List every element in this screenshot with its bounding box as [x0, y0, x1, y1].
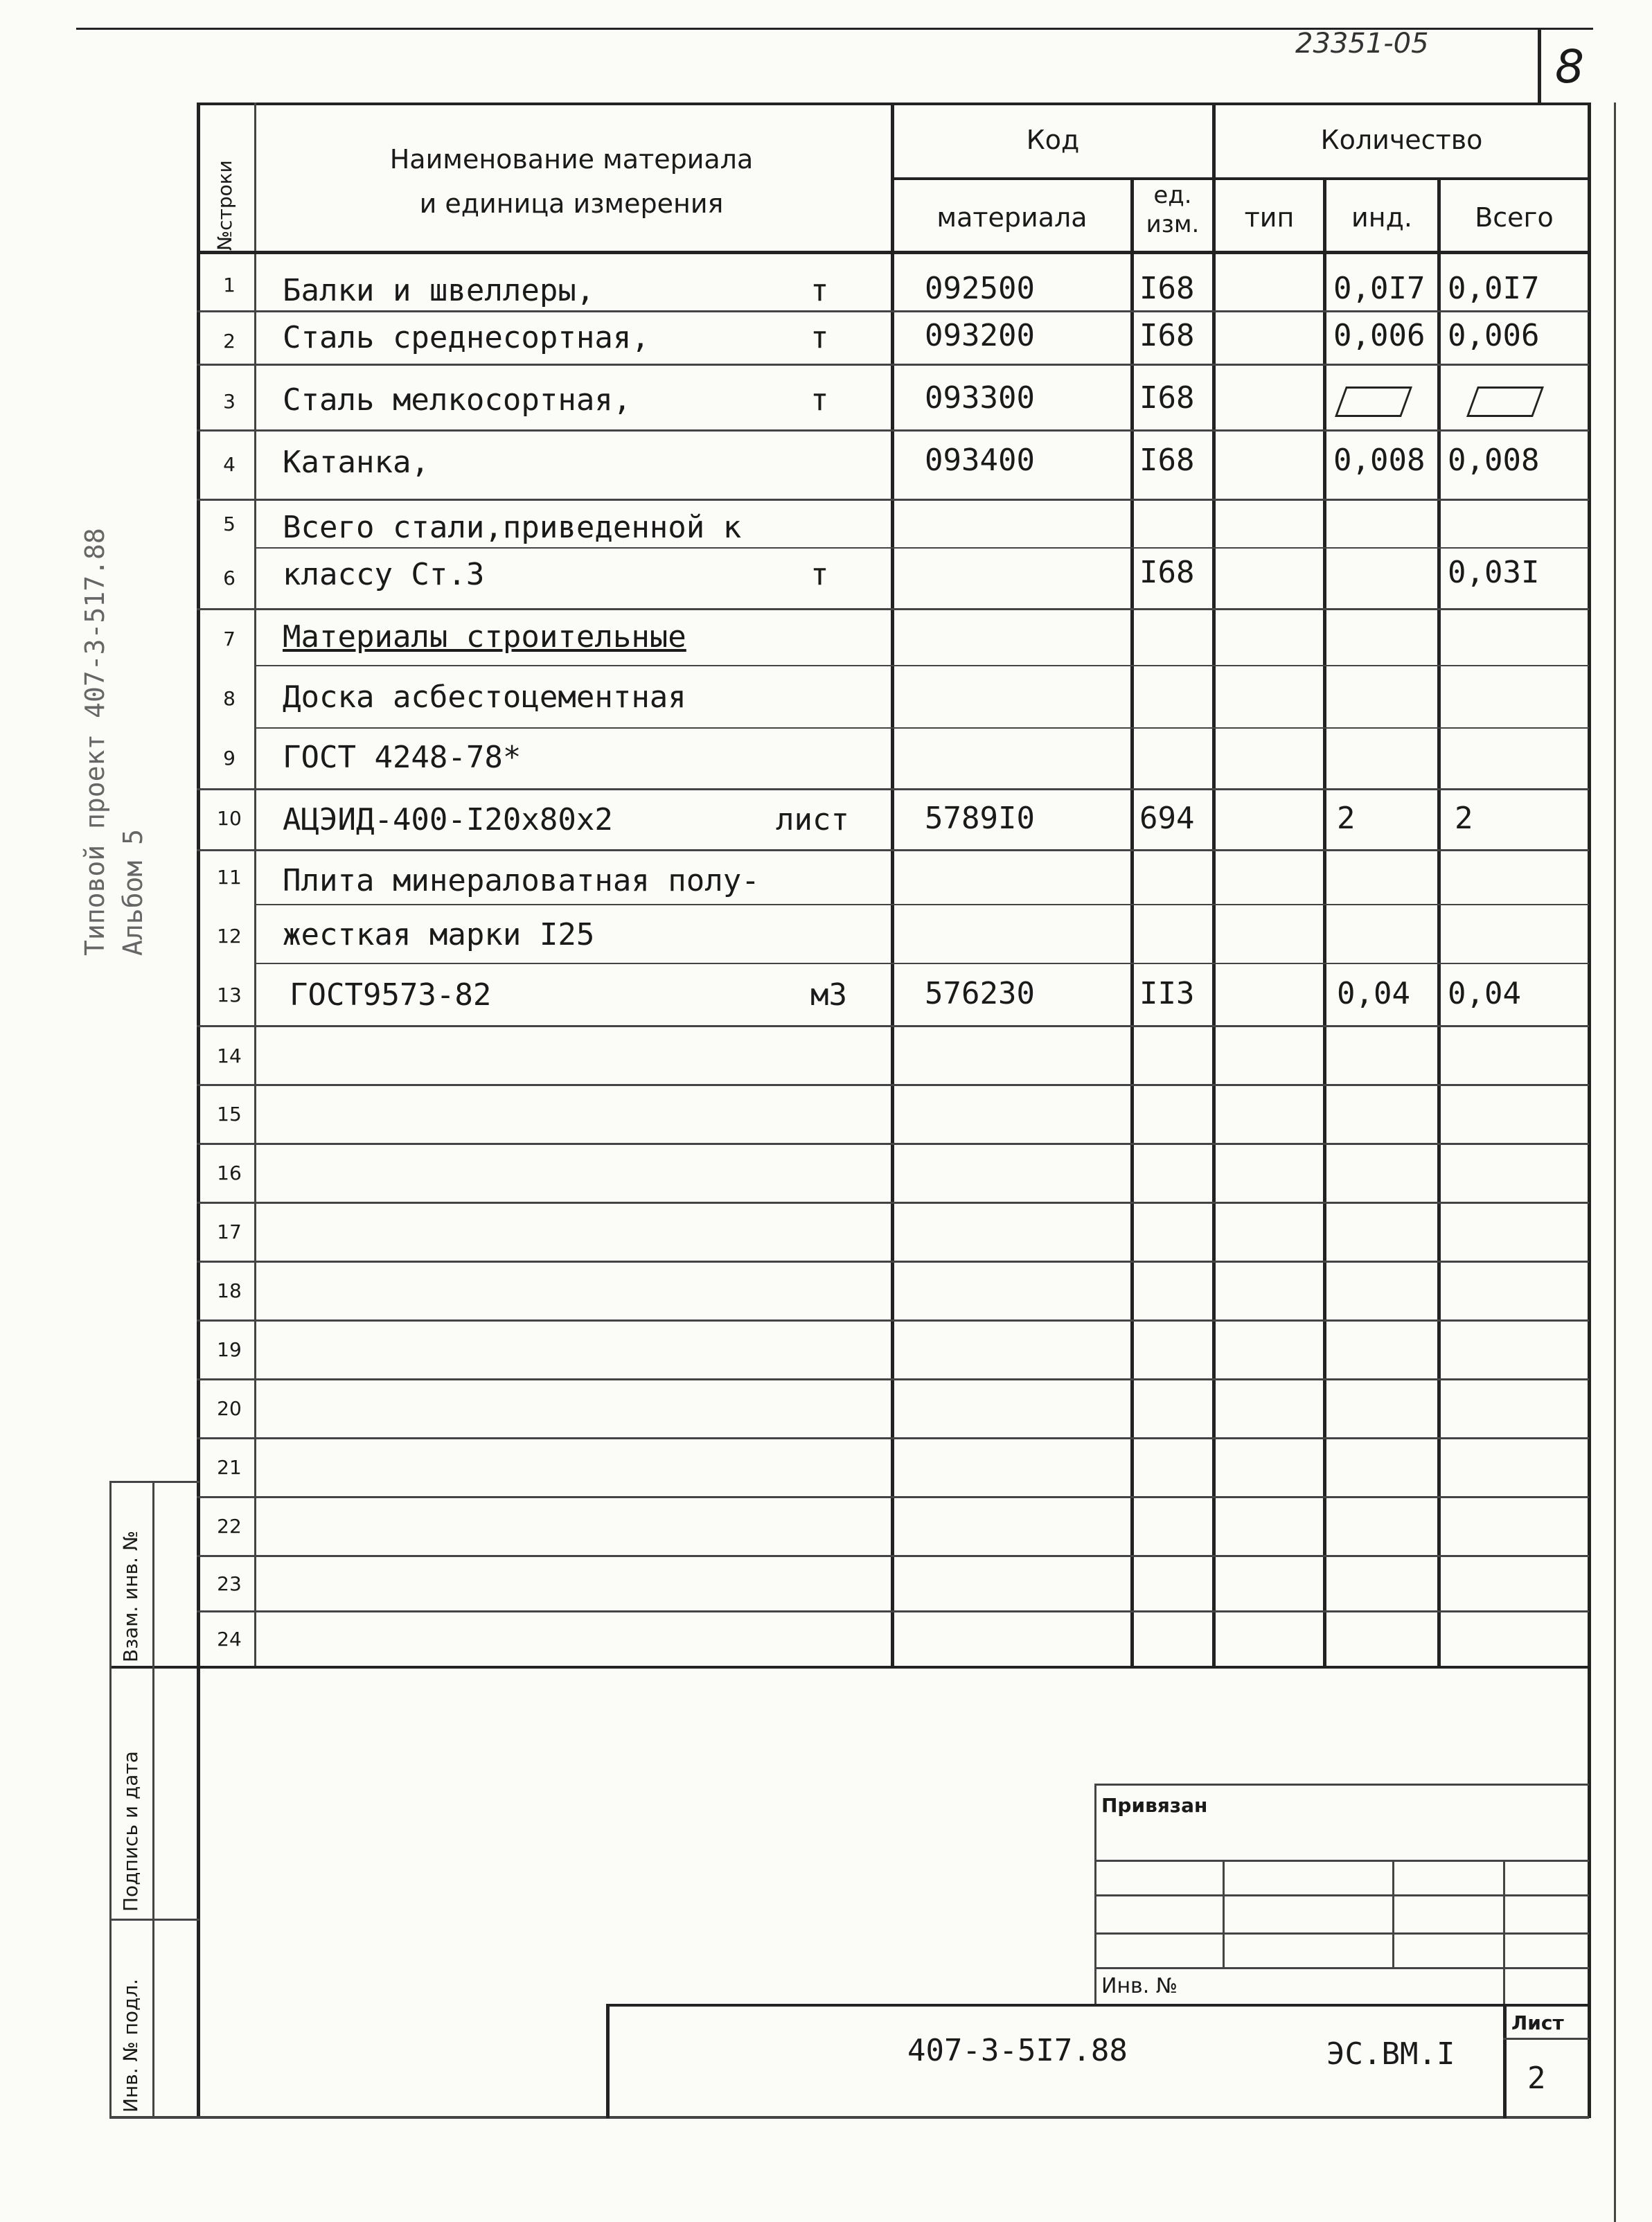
- material-unit: т: [810, 273, 829, 308]
- material-name: Сталь мелкосортная,: [283, 382, 632, 418]
- material-name: Балки и швеллеры,: [283, 273, 595, 308]
- row-rule: [197, 1025, 1589, 1027]
- unit-code: II3: [1139, 976, 1195, 1011]
- row-number: 23: [217, 1572, 242, 1595]
- row-number: 8: [223, 687, 236, 710]
- unit-code: I68: [1139, 318, 1195, 353]
- qty-total: 0,0I7: [1448, 271, 1540, 306]
- unit-code: I68: [1139, 555, 1195, 590]
- row-number: 15: [217, 1103, 242, 1126]
- row-number: 10: [217, 807, 242, 830]
- material-code: 093400: [925, 443, 1035, 478]
- doc-block-top: [606, 2004, 1589, 2007]
- row-rule: [254, 963, 1589, 964]
- stamp-grid-rule: [1094, 1860, 1589, 1862]
- row-number: 11: [217, 866, 242, 889]
- row-number: 3: [223, 390, 236, 413]
- doc-block-left: [606, 2004, 610, 2118]
- row-number: 2: [223, 330, 236, 353]
- blank-mark: [1335, 386, 1412, 417]
- stamp-grid-rule: [1094, 1932, 1589, 1935]
- ind-col-divider: [1437, 179, 1441, 1668]
- row-rule: [197, 1261, 1589, 1263]
- row-rule: [197, 1555, 1589, 1557]
- corner-box-left: [1538, 28, 1541, 103]
- unit-code: I68: [1139, 380, 1195, 416]
- row-number: 4: [223, 453, 236, 476]
- row-rule: [197, 849, 1589, 851]
- privyazan-label: Привязан: [1101, 1794, 1208, 1817]
- stamp-grid-col: [1503, 1860, 1505, 2005]
- left-stamp-top: [109, 1481, 199, 1483]
- stamp-grid-rule: [1094, 1894, 1589, 1896]
- row-number: 1: [223, 274, 236, 296]
- type-header: тип: [1244, 202, 1295, 233]
- blank-mark: [1466, 386, 1544, 417]
- qty-total: 0,03I: [1448, 555, 1540, 590]
- material-code: 092500: [925, 271, 1035, 306]
- header-bottom-rule: [197, 251, 1589, 254]
- qty-total: 0,008: [1448, 443, 1540, 478]
- row-rule: [254, 904, 1589, 905]
- row-number: 13: [217, 984, 242, 1006]
- ind-header: инд.: [1351, 202, 1412, 233]
- left-stamp-bottom: [109, 2116, 1589, 2119]
- section-heading: Материалы строительные: [283, 619, 686, 655]
- row-rule: [197, 429, 1589, 432]
- code-col-divider: [1130, 179, 1134, 1668]
- row-number: 20: [217, 1397, 242, 1420]
- qty-ind: 0,04: [1337, 976, 1410, 1011]
- material-name: АЦЭИД-400-I20х80х2: [283, 802, 613, 837]
- code-group-header: Код: [1026, 125, 1080, 155]
- row-rule: [197, 1496, 1589, 1498]
- left-stamp-outer: [109, 1481, 112, 2118]
- unit-header-l1: ед.: [1153, 181, 1192, 209]
- material-unit: лист: [776, 802, 849, 837]
- row-rule: [197, 499, 1589, 501]
- sheet-box-divider: [1503, 2038, 1589, 2040]
- row-number: 7: [223, 628, 236, 650]
- sheet-box-left: [1503, 2004, 1507, 2118]
- row-number: 19: [217, 1338, 242, 1361]
- material-name: классу Ст.3: [283, 557, 485, 592]
- table-bottom-rule: [111, 1666, 1589, 1669]
- sheet-number-corner: 8: [1555, 40, 1584, 94]
- row-rule: [197, 1378, 1589, 1380]
- qty-total: 2: [1455, 801, 1473, 836]
- header-mid-rule: [891, 177, 1589, 180]
- left-stamp-divider: [109, 1919, 199, 1921]
- sheet-label: Лист: [1511, 2011, 1564, 2034]
- name-col-divider: [891, 103, 894, 1668]
- row-number: 14: [217, 1045, 242, 1067]
- unit-code: I68: [1139, 443, 1195, 478]
- material-code: 093200: [925, 318, 1035, 353]
- podpis-data-label: Подпись и дата: [119, 1751, 142, 1912]
- stamp-grid-rule: [1094, 1967, 1589, 1969]
- total-header: Всего: [1475, 202, 1554, 233]
- unit-code: 694: [1139, 801, 1195, 836]
- stamp-grid-col: [1392, 1860, 1394, 1967]
- inv-podl-label: Инв. № подл.: [119, 1978, 142, 2113]
- material-name: Сталь среднесортная,: [283, 320, 650, 355]
- qty-ind: 0,008: [1333, 443, 1425, 478]
- row-number: 24: [217, 1628, 242, 1651]
- frame-right: [1588, 103, 1591, 2118]
- row-number: 5: [223, 513, 236, 535]
- row-number: 17: [217, 1220, 242, 1243]
- row-number: 18: [217, 1279, 242, 1302]
- side-note-line2: Альбом 5: [118, 828, 148, 956]
- row-rule: [254, 727, 1589, 729]
- qty-total: 0,006: [1448, 318, 1540, 353]
- name-header-line1: Наименование материала: [389, 144, 754, 175]
- document-mark: ЭС.ВМ.I: [1326, 2036, 1455, 2072]
- privyazan-top: [1094, 1784, 1589, 1786]
- type-col-divider: [1323, 179, 1326, 1668]
- vzam-inv-label: Взам. инв. №: [119, 1530, 142, 1662]
- material-unit: т: [810, 320, 829, 355]
- name-header-line2: и единица измерения: [419, 188, 724, 219]
- row-rule: [197, 310, 1589, 312]
- side-note-line1: Типовой проект 407-3-517.88: [80, 528, 110, 956]
- material-unit: т: [810, 382, 829, 418]
- rows-col-divider: [254, 103, 256, 1668]
- qty-ind: 0,006: [1333, 318, 1425, 353]
- qty-ind: 2: [1337, 801, 1356, 836]
- material-name: жесткая марки I25: [283, 917, 595, 952]
- row-number: 12: [217, 925, 242, 948]
- material-code: 576230: [925, 976, 1035, 1011]
- row-rule: [197, 788, 1589, 790]
- row-rule: [197, 1084, 1589, 1086]
- material-header: материала: [936, 202, 1087, 233]
- material-name: Катанка,: [283, 445, 429, 480]
- material-name: Плита минераловатная полу-: [283, 863, 760, 898]
- sheet-number: 2: [1527, 2061, 1546, 2096]
- material-code: 5789I0: [925, 801, 1035, 836]
- row-rule: [254, 665, 1589, 666]
- row-number: 9: [223, 747, 236, 770]
- handwritten-code: 23351-05: [1295, 28, 1429, 60]
- row-number: 21: [217, 1456, 242, 1479]
- row-number: 22: [217, 1515, 242, 1538]
- row-rule: [197, 1143, 1589, 1145]
- stamp-grid-col: [1223, 1860, 1225, 1967]
- material-name: Доска асбестоцементная: [283, 679, 686, 715]
- material-name: Всего стали,приведенной к: [283, 510, 742, 545]
- scan-edge: [1614, 103, 1616, 2222]
- unit-col-divider: [1212, 103, 1216, 1668]
- unit-header-l2: изм.: [1146, 211, 1200, 238]
- row-rule: [197, 1610, 1589, 1612]
- material-unit: т: [810, 557, 829, 592]
- inv-no-label: Инв. №: [1101, 1974, 1178, 1998]
- row-rule: [197, 1319, 1589, 1322]
- material-code: 093300: [925, 380, 1035, 416]
- row-rule: [197, 1202, 1589, 1204]
- row-number: 6: [223, 567, 236, 589]
- row-rule: [254, 547, 1589, 549]
- rows-label: №строки: [213, 160, 236, 251]
- material-name: ГОСТ 4248-78*: [283, 740, 522, 775]
- frame-left: [197, 103, 200, 2118]
- row-number: 16: [217, 1162, 242, 1184]
- row-rule: [197, 1437, 1589, 1439]
- unit-code: I68: [1139, 271, 1195, 306]
- row-rule: [197, 364, 1589, 366]
- material-unit: м3: [810, 977, 847, 1013]
- left-stamp-inner: [152, 1481, 154, 2118]
- qty-group-header: Количество: [1320, 125, 1483, 155]
- qty-ind: 0,0I7: [1333, 271, 1425, 306]
- material-name: ГОСТ9573-82: [290, 977, 492, 1013]
- row-rule: [197, 608, 1589, 610]
- qty-total: 0,04: [1448, 976, 1521, 1011]
- document-code: 407-3-5I7.88: [907, 2033, 1128, 2068]
